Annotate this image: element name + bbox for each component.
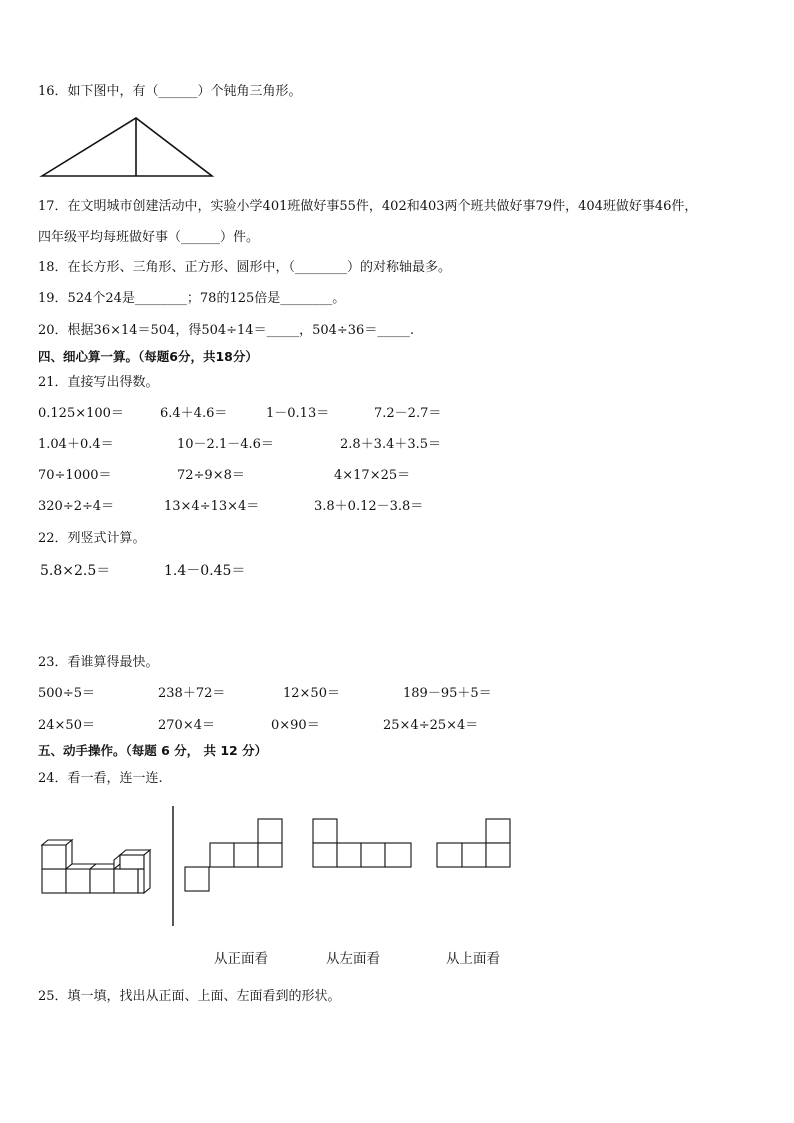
calc-item: 24×50＝ <box>38 718 95 733</box>
triangle-figure <box>40 116 216 178</box>
calc-item: 25×4÷25×4＝ <box>383 718 479 733</box>
q23-title: 23．看谁算得最快。 <box>38 655 159 670</box>
calc-item: 500÷5＝ <box>38 686 95 701</box>
divider-line <box>171 806 175 926</box>
calc-item: 0.125×100＝ <box>38 406 124 421</box>
calc-item: 6.4＋4.6＝ <box>160 406 228 421</box>
calc-item: 72÷9×8＝ <box>177 468 245 483</box>
q21-title: 21．直接写出得数。 <box>38 375 159 390</box>
vertical-calc-item: 5.8×2.5＝ <box>40 563 111 579</box>
q19-text: 19．524个24是________；78的125倍是________。 <box>38 291 346 306</box>
calc-item: 189－95＋5＝ <box>403 686 492 701</box>
cube-solid-figure <box>40 838 154 896</box>
calc-item: 4×17×25＝ <box>334 468 411 483</box>
calc-item: 2.8＋3.4＋3.5＝ <box>340 437 442 452</box>
q17-line1: 17．在文明城市创建活动中，实验小学401班做好事55件，402和403两个班共做好事79件，404班做好事46件， <box>38 199 698 214</box>
q24-title: 24．看一看，连一连. <box>38 771 163 786</box>
calc-item: 3.8＋0.12－3.8＝ <box>314 499 424 514</box>
calc-item: 270×4＝ <box>158 718 215 733</box>
q20-text: 20．根据36×14＝504，得504÷14＝_____，504÷36＝_____. <box>38 323 414 338</box>
calc-item: 70÷1000＝ <box>38 468 112 483</box>
view-label-front: 从正面看 <box>214 951 268 967</box>
calc-item: 13×4÷13×4＝ <box>164 499 260 514</box>
q25-title: 25．填一填，找出从正面、上面、左面看到的形状。 <box>38 989 341 1004</box>
q18-text: 18．在长方形、三角形、正方形、圆形中，（________）的对称轴最多。 <box>38 260 452 275</box>
calc-item: 1－0.13＝ <box>266 406 330 421</box>
vertical-calc-item: 1.4－0.45＝ <box>164 563 246 579</box>
calc-item: 7.2－2.7＝ <box>374 406 442 421</box>
q17-line2: 四年级平均每班做好事（______）件。 <box>38 230 260 245</box>
calc-item: 12×50＝ <box>283 686 340 701</box>
section5-title: 五、动手操作。（每题 6 分， 共 12 分） <box>38 743 268 758</box>
q16-text: 16．如下图中，有（______）个钝角三角形。 <box>38 84 302 99</box>
view-shape-3 <box>436 818 514 870</box>
view-shape-1 <box>184 818 284 894</box>
q22-title: 22．列竖式计算。 <box>38 531 146 546</box>
calc-item: 0×90＝ <box>271 718 320 733</box>
calc-item: 1.04＋0.4＝ <box>38 437 114 452</box>
view-label-left: 从左面看 <box>326 951 380 967</box>
calc-item: 238＋72＝ <box>158 686 226 701</box>
section4-title: 四、细心算一算。（每题6分，共18分） <box>38 349 258 364</box>
calc-item: 320÷2÷4＝ <box>38 499 115 514</box>
view-shape-2 <box>312 818 414 870</box>
view-label-top: 从上面看 <box>446 951 500 967</box>
calc-item: 10－2.1－4.6＝ <box>177 437 274 452</box>
